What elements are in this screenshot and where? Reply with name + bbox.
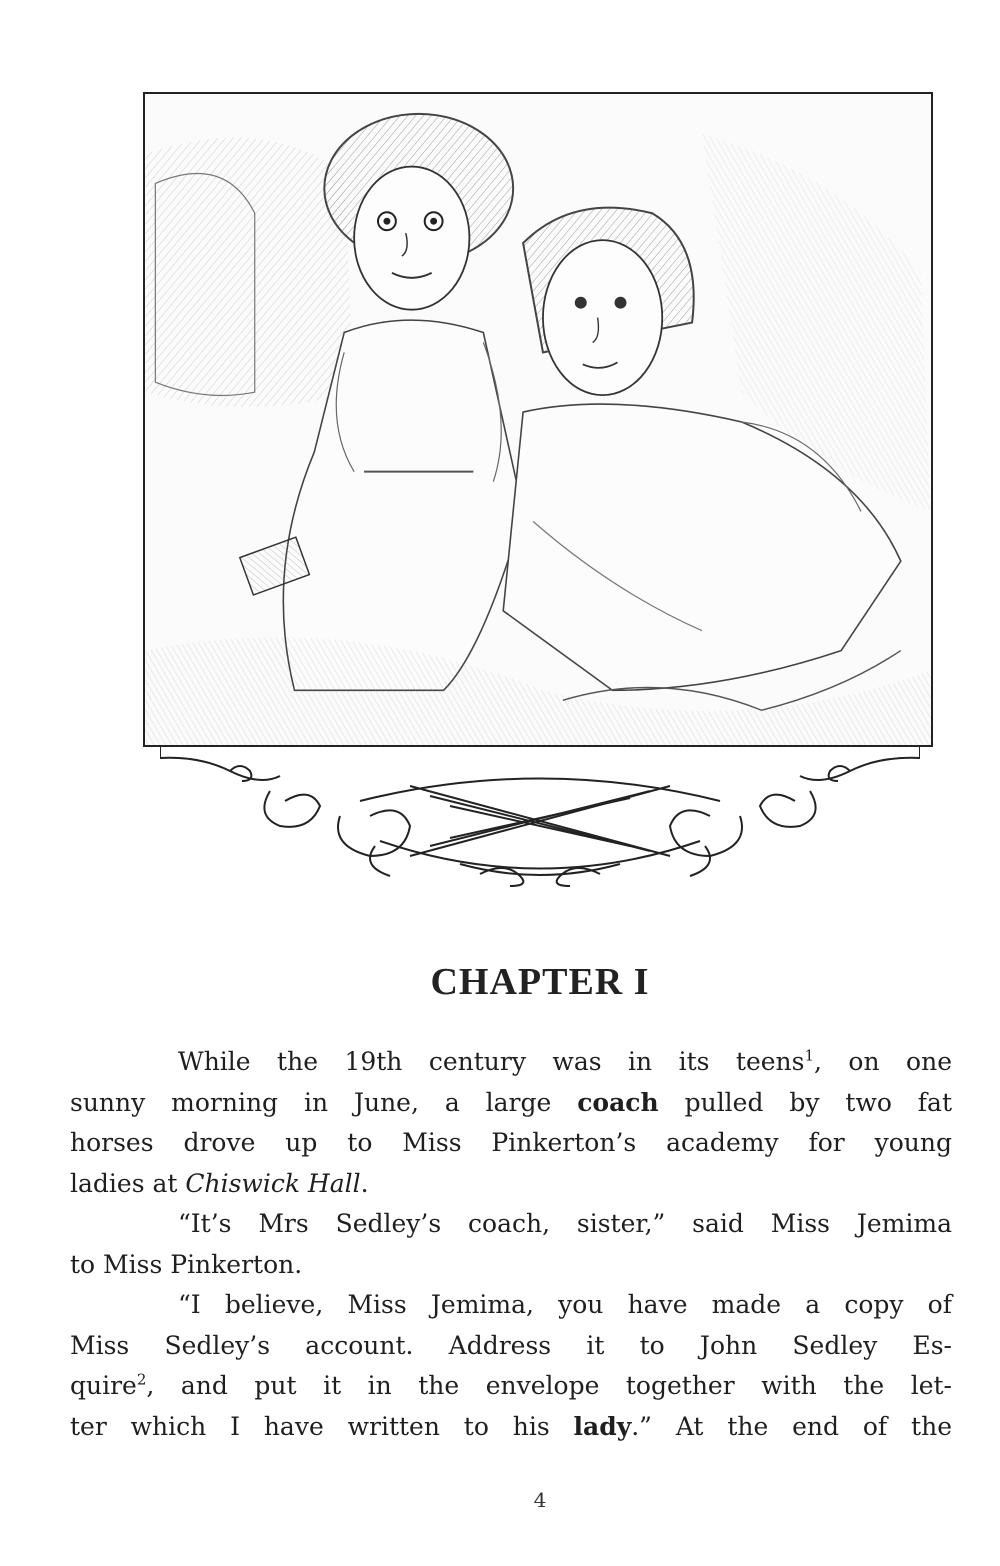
sketch-illustration-icon [145, 94, 931, 745]
ornamental-flourish-icon [160, 746, 920, 896]
text-run: .” At the end of the [631, 1411, 952, 1441]
paragraph [70, 1042, 953, 1204]
text-line [124, 1204, 952, 1245]
text-line [70, 1164, 952, 1205]
text-line [124, 1285, 952, 1326]
text-run: “I believe, Miss Jemima, you have made a copy of [178, 1290, 952, 1319]
text-run: pulled by two fat [658, 1087, 953, 1117]
text-run: While the 19th century was in its teens [178, 1047, 805, 1076]
text-run: quire [70, 1371, 137, 1400]
text-run: “It’s Mrs Sedley’s coach, sister,” said Miss Jemima [178, 1209, 952, 1238]
text-run: Chiswick Hall [185, 1168, 361, 1198]
text-line [124, 1042, 952, 1083]
text-run: , on one [814, 1047, 952, 1076]
footnote-marker: 2 [136, 1370, 147, 1389]
page-number: 4 [533, 1488, 547, 1512]
text-run: coach [577, 1087, 659, 1117]
chapter-illustration [143, 92, 933, 747]
text-run: to Miss Pinkerton. [70, 1249, 303, 1279]
text-line [70, 1083, 952, 1124]
text-run: sunny morning in June, a large [70, 1087, 578, 1117]
text-run: Miss Sedley’s account. Address it to John Sedley Es- [70, 1330, 952, 1360]
text-line [70, 1407, 952, 1448]
paragraph [70, 1285, 952, 1447]
footnote-marker: 1 [804, 1046, 815, 1065]
text-run: lady [573, 1411, 632, 1441]
chapter-title: CHAPTER I [430, 961, 650, 1003]
paragraph [70, 1204, 952, 1285]
chapter-body-text [70, 1042, 953, 1447]
text-line [70, 1245, 952, 1286]
text-line [70, 1326, 952, 1367]
text-run: ter which I have written to his [70, 1411, 574, 1441]
text-line [70, 1123, 952, 1164]
text-run: horses drove up to Miss Pinkerton’s academy for young [70, 1128, 952, 1157]
text-run: ladies at [70, 1168, 186, 1198]
text-line [70, 1366, 952, 1407]
text-run: . [360, 1168, 369, 1198]
text-run: , and put it in the envelope together with the let- [146, 1371, 952, 1400]
